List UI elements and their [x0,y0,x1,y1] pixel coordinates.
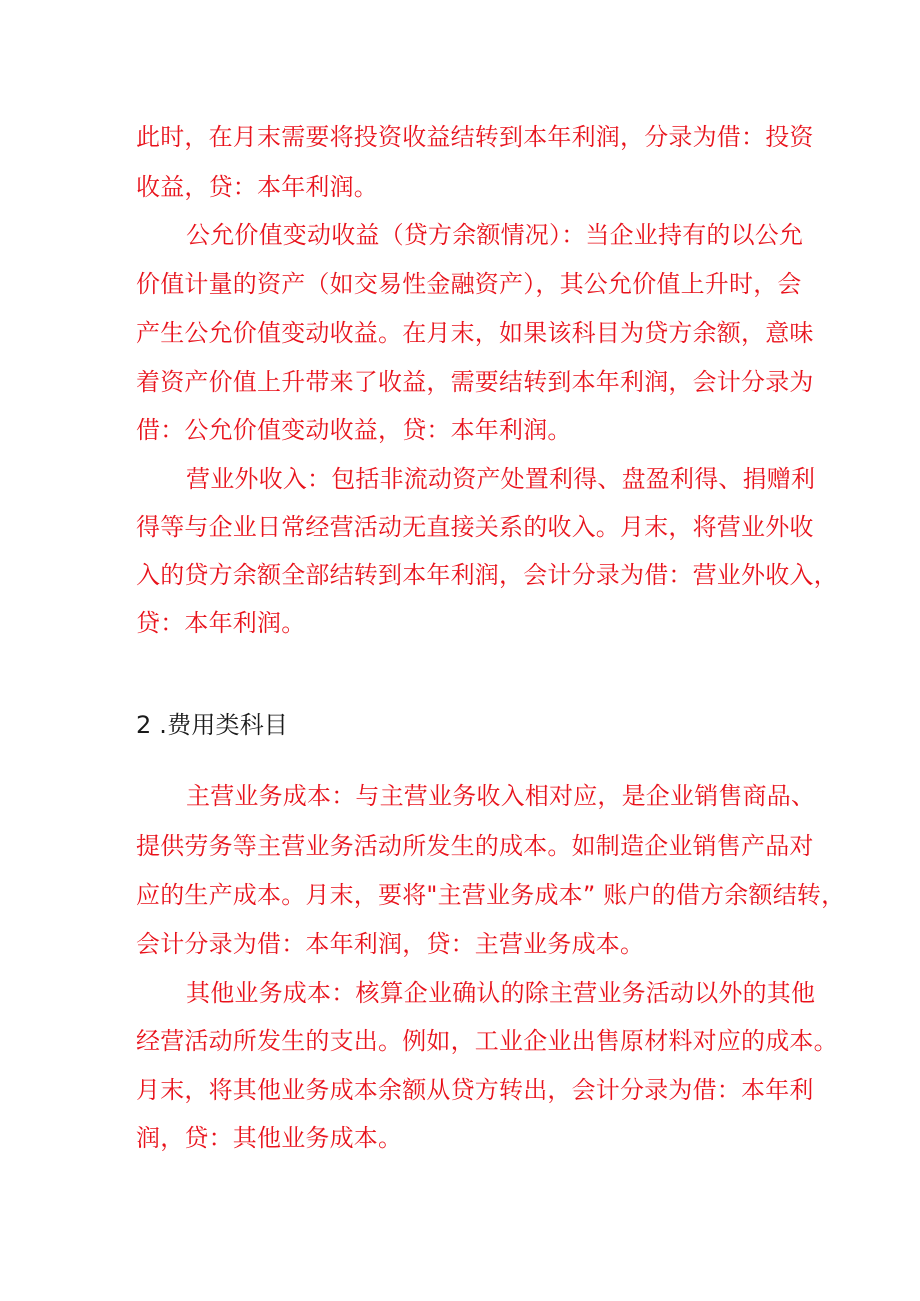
paragraph-line: 得等与企业日常经营活动无直接关系的收入。月末，将营业外收 [136,513,814,541]
paragraph-line: 会计分录为借：本年利润，贷：主营业务成本。 [136,930,645,958]
paragraph-line: 价值计量的资产（如交易性金融资产），其公允价值上升时，会 [136,270,802,298]
paragraph-line: 收益，贷：本年利润。 [136,173,378,201]
paragraph-line: 润，贷：其他业务成本。 [136,1124,403,1152]
paragraph-line: 贷：本年利润。 [136,609,306,637]
paragraph-line: 产生公允价值变动收益。在月末，如果该科目为贷方余额，意味 [136,319,814,347]
paragraph-line: 应的生产成本。月末，要将"主营业务成本” 账户的借方余额结转， [136,881,846,909]
paragraph-line: 此时，在月末需要将投资收益结转到本年利润，分录为借：投资 [136,123,814,151]
paragraph-line: 借：公允价值变动收益，贷：本年利润。 [136,416,572,444]
paragraph-line: 月末，将其他业务成本余额从贷方转出，会计分录为借：本年利 [136,1076,814,1104]
paragraph-line: 提供劳务等主营业务活动所发生的成本。如制造企业销售产品对 [136,832,814,860]
paragraph-line: 着资产价值上升带来了收益，需要结转到本年利润，会计分录为 [136,368,814,396]
paragraph-line: 主营业务成本：与主营业务收入相对应，是企业销售商品、 [186,782,816,810]
paragraph-line: 其他业务成本：核算企业确认的除主营业务活动以外的其他 [186,979,816,1007]
section-heading: 2 .费用类科目 [136,711,289,739]
paragraph-line: 公允价值变动收益（贷方余额情况）：当企业持有的以公允 [186,221,804,249]
paragraph-line: 经营活动所发生的支出。例如，工业企业出售原材料对应的成本。 [136,1027,838,1055]
paragraph-line: 入的贷方余额全部结转到本年利润，会计分录为借：营业外收入， [136,561,838,589]
paragraph-line: 营业外收入：包括非流动资产处置利得、盘盈利得、捐赠利 [186,465,816,493]
